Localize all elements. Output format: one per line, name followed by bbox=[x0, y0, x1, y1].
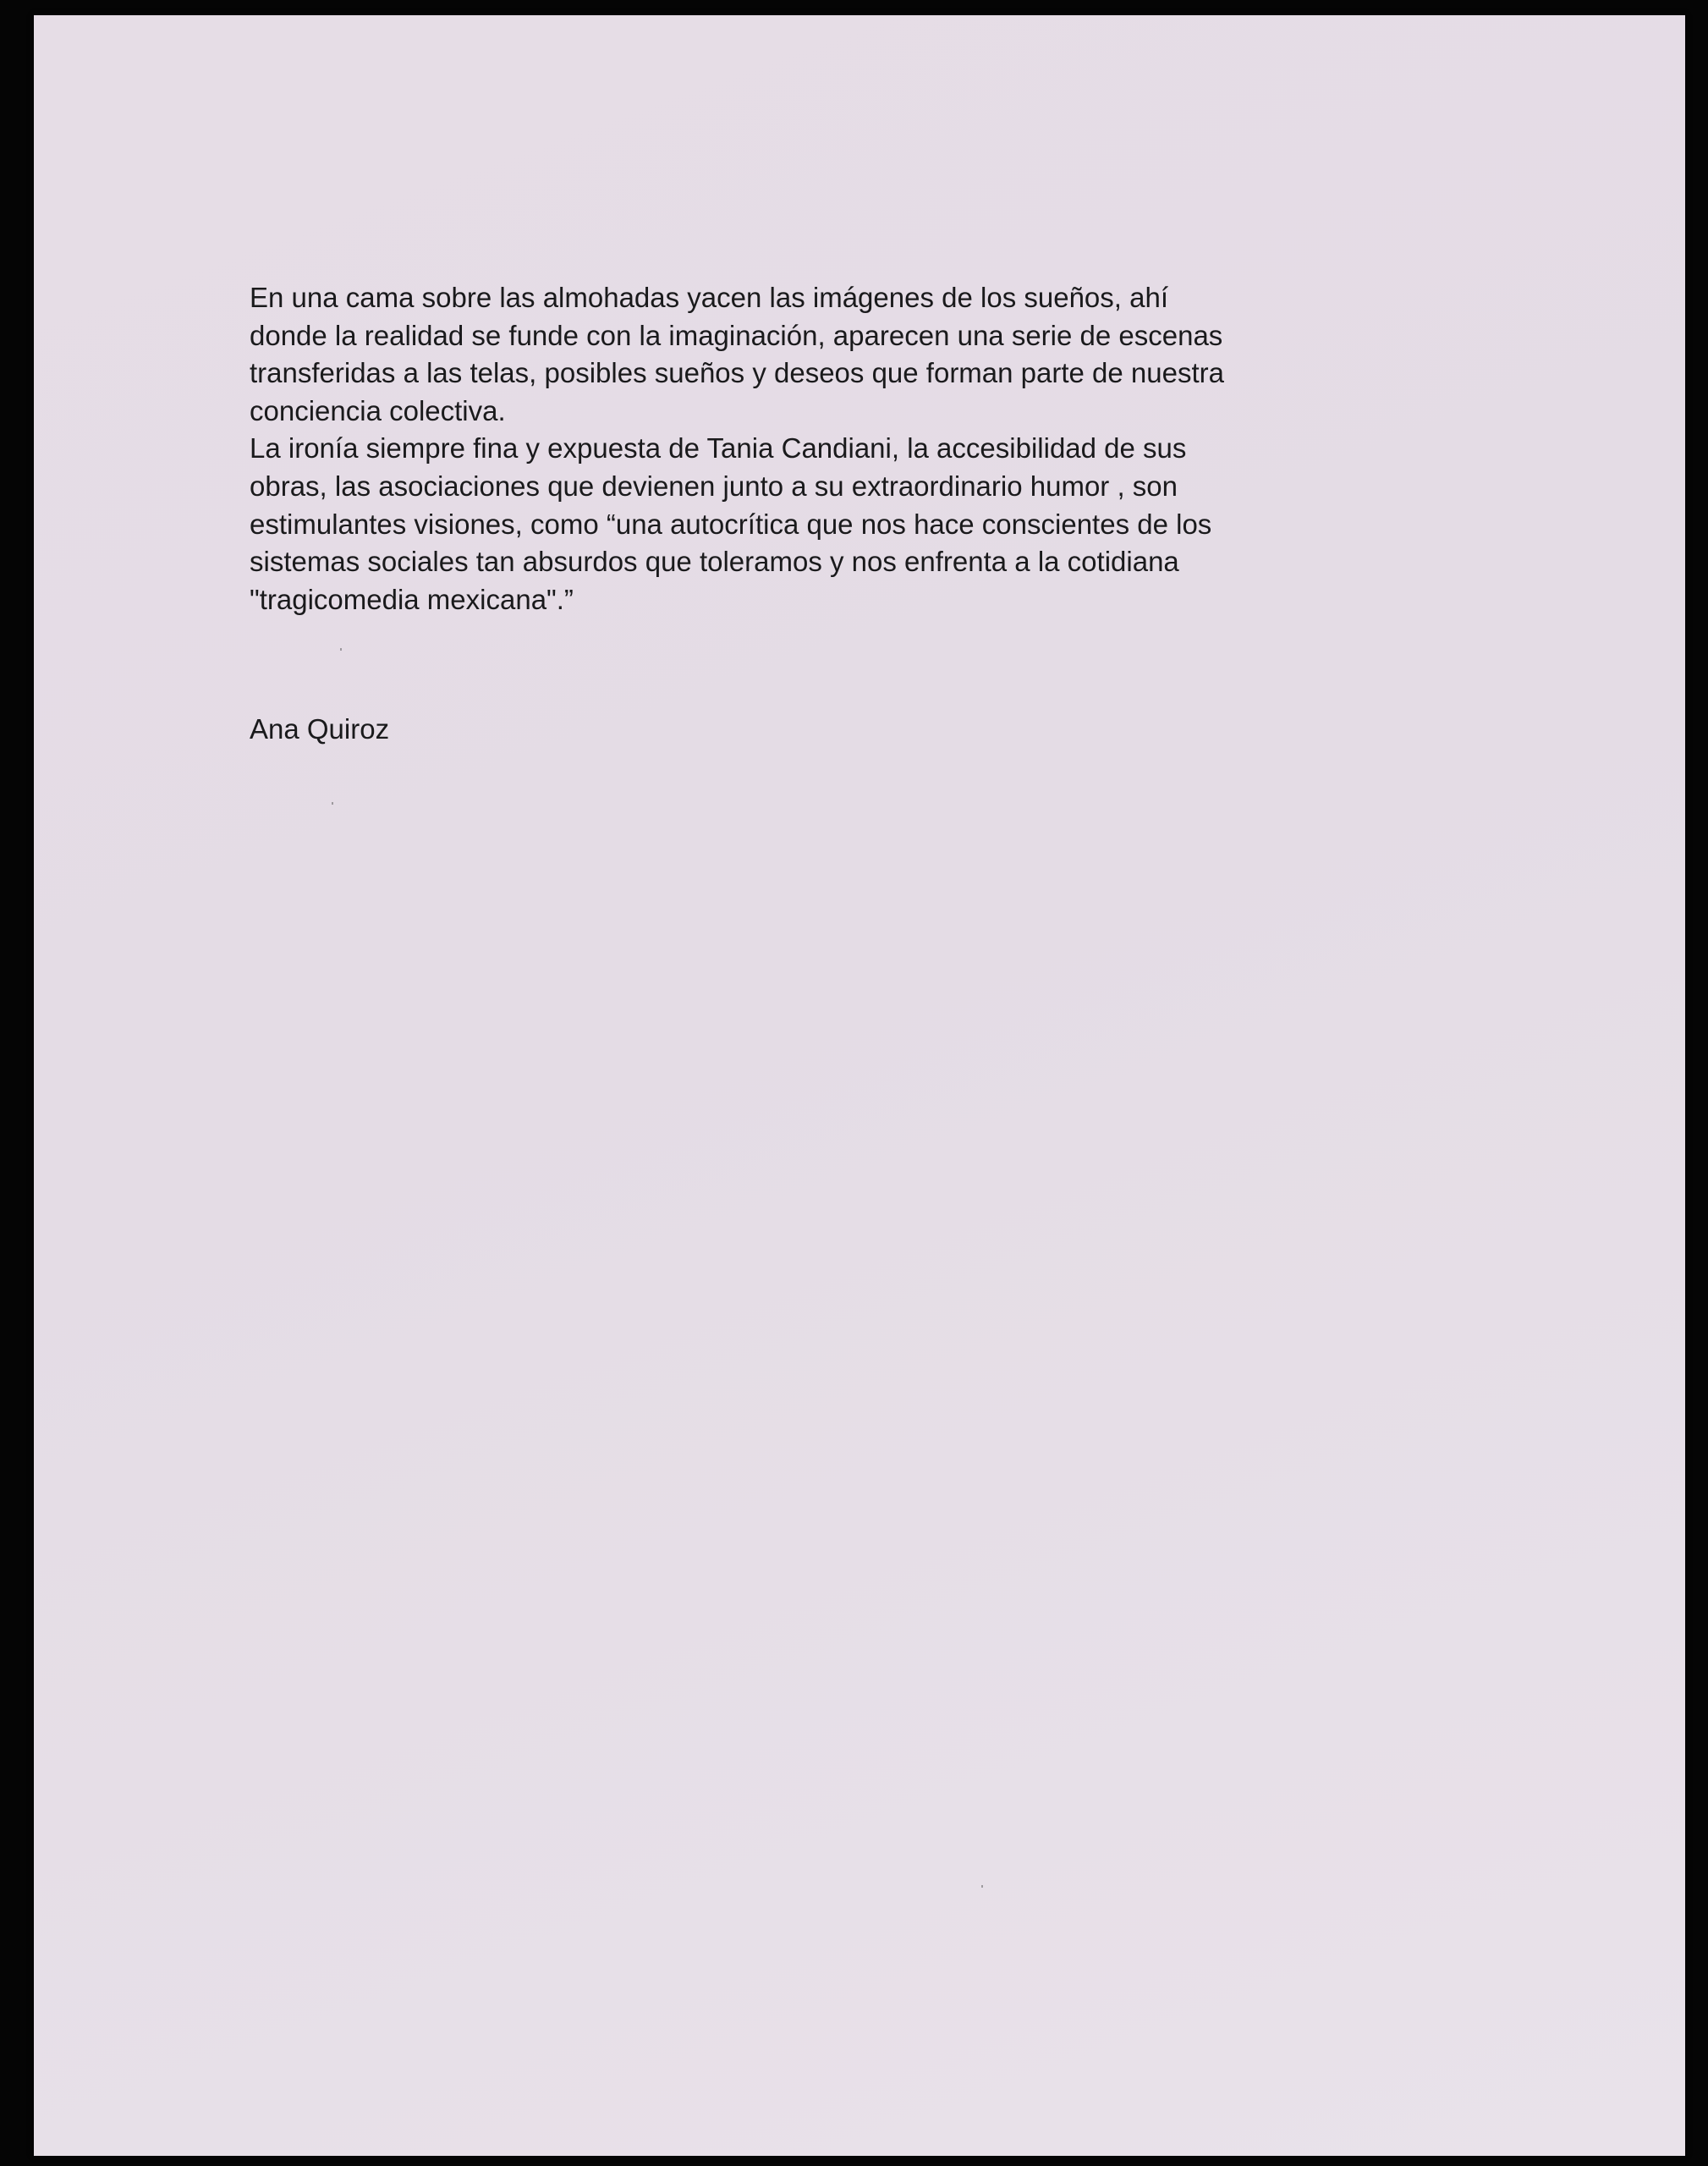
body-text bbox=[250, 279, 1468, 618]
text-line: sistemas sociales tan absurdos que toleramos y nos enfrenta a la cotidiana bbox=[250, 546, 1179, 578]
text-line: La ironía siempre fina y expuesta de Tania Candiani, la accesibilidad de sus bbox=[250, 432, 1187, 465]
text-line: En una cama sobre las almohadas yacen las imágenes de los sueños, ahí bbox=[250, 282, 1168, 313]
text-line: donde la realidad se funde con la imaginación, aparecen una serie de escenas bbox=[250, 319, 1223, 351]
author-signature: Ana Quiroz bbox=[250, 713, 390, 745]
paper-speck bbox=[340, 648, 342, 651]
text-line: conciencia colectiva. bbox=[250, 394, 506, 426]
text-line: transferidas a las telas, posibles sueños y deseos que forman parte de nuestra bbox=[250, 357, 1225, 389]
paper-sheet bbox=[34, 15, 1685, 2156]
paper-speck bbox=[332, 802, 333, 805]
text-line: obras, las asociaciones que devienen junto a su extraordinario humor , son bbox=[250, 470, 1178, 502]
text-line: estimulantes visiones, como “una autocrítica que nos hace conscientes de los bbox=[250, 508, 1212, 540]
paper-speck bbox=[981, 1885, 983, 1888]
text-line: "tragicomedia mexicana".” bbox=[250, 583, 574, 615]
